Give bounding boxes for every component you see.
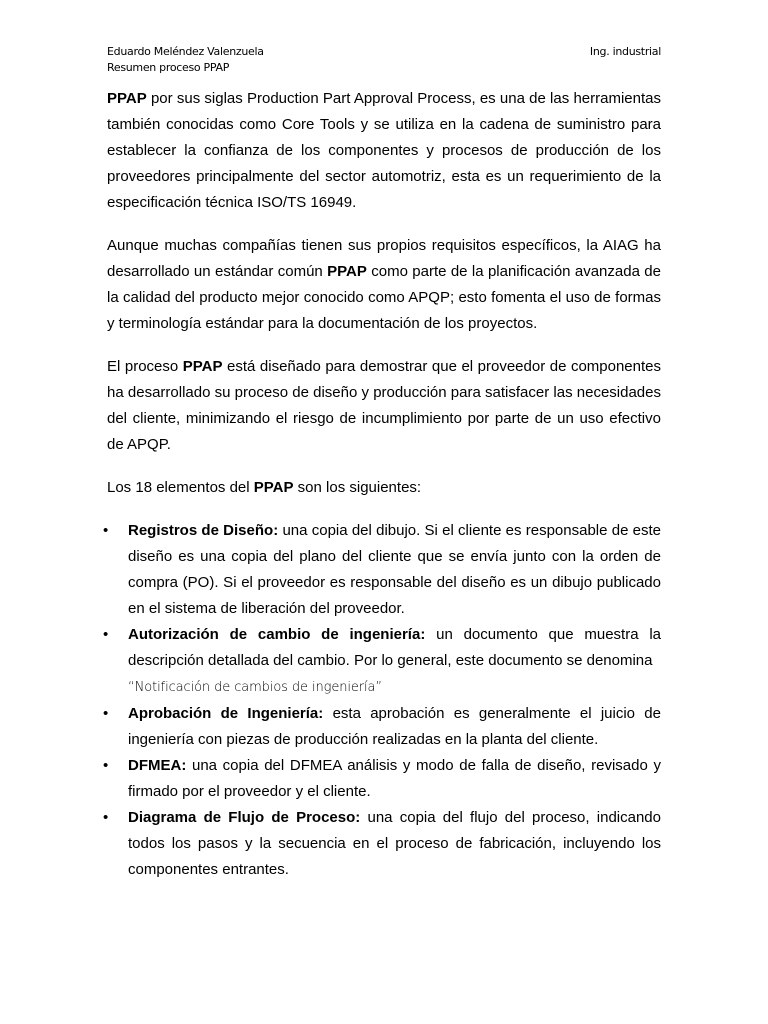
bullet-icon: • (103, 626, 109, 643)
bullet-icon: • (103, 757, 109, 774)
paragraph-process (107, 354, 661, 458)
list-item-note: “Notificación de cambios de ingeniería” (128, 680, 383, 695)
list-item-text: una copia del DFMEA análisis y modo de falla de diseño, revisado y firmado por el proveedor y el cliente. (128, 757, 661, 800)
list-item-term: DFMEA: (128, 757, 187, 774)
list-item-term: Diagrama de Flujo de Proceso: (128, 809, 361, 826)
list-item-text: esta aprobación es generalmente el juicio de ingeniería con piezas de producción realizadas en la planta del cliente. (128, 705, 661, 748)
paragraph-intro (107, 86, 661, 216)
bullet-icon: • (103, 809, 109, 826)
list-item-text: una copia del flujo del proceso, indicando todos los pasos y la secuencia en el proceso de fabricación, incluyendo los componentes entrantes. (128, 809, 661, 878)
paragraph-aiag-before: Aunque muchas compañías tienen sus propios requisitos específicos, la AIAG ha desarrollado un estándar común (107, 237, 661, 280)
paragraph-process-after: está diseñado para demostrar que el proveedor de componentes ha desarrollado su proceso de diseño y producción para satisfacer las necesidades del cliente, minimizando el riesgo de incumplimiento por parte de un uso efectivo de APQP. (107, 358, 661, 453)
elements-list (103, 518, 662, 883)
paragraph-intro-text: por sus siglas Production Part Approval Process, es una de las herramientas también conocidas como Core Tools y se utiliza en la cadena de suministro para establecer la confianza de los componentes y procesos de producción de los proveedores principalmente del sector automotriz, esta es un requerimiento de la especificación técnica ISO/TS 16949. (107, 90, 661, 211)
paragraph-elements-after: son los siguientes: (293, 479, 422, 496)
list-item (103, 805, 661, 883)
header-author: Eduardo Meléndez Valenzuela (107, 45, 264, 58)
paragraph-elements-before: Los 18 elementos del (107, 479, 254, 496)
paragraph-aiag-after: como parte de la planificación avanzada de la calidad del producto mejor conocido como APQP; esto fomenta el uso de formas y terminología estándar para la documentación de los proyectos. (107, 263, 661, 332)
header-left (107, 44, 264, 76)
header-subtitle: Resumen proceso PPAP (107, 61, 230, 74)
list-item (103, 753, 661, 805)
ppap-term: PPAP (182, 358, 223, 375)
list-item (103, 622, 661, 701)
ppap-term: PPAP (107, 90, 147, 107)
list-item (103, 518, 662, 622)
header-department: Ing. industrial (589, 45, 661, 58)
list-item-term: Autorización de cambio de ingeniería: (128, 626, 426, 643)
bullet-icon: • (103, 705, 109, 722)
paragraph-elements-intro (107, 475, 661, 501)
paragraph-process-before: El proceso (107, 358, 183, 375)
list-item-text: un documento que muestra la descripción detallada del cambio. Por lo general, este documento se denomina (128, 626, 661, 669)
list-item (103, 701, 661, 753)
list-item-term: Aprobación de Ingeniería: (128, 705, 324, 722)
ppap-term: PPAP (253, 479, 294, 496)
list-item-text: una copia del dibujo. Si el cliente es responsable de este diseño es una copia del plano del cliente que se envía junto con la orden de compra (PO). Si el proveedor es responsable del diseño es un dibujo publicado en el sistema de liberación del proveedor. (128, 522, 662, 617)
document-body (103, 86, 662, 883)
ppap-term: PPAP (327, 263, 367, 280)
paragraph-aiag (107, 233, 661, 337)
list-item-term: Registros de Diseño: (128, 522, 279, 539)
bullet-icon: • (103, 522, 109, 539)
